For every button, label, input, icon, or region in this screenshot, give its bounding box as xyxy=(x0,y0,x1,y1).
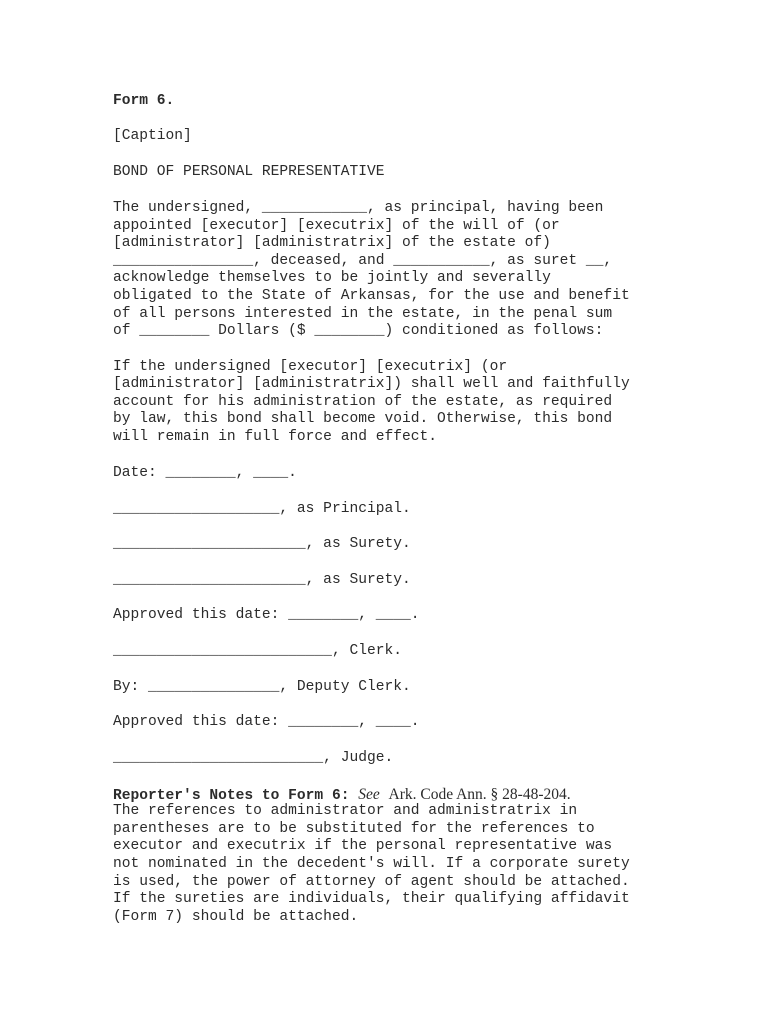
notes-line: parentheses are to be substituted for the references to xyxy=(113,820,595,837)
surety-signature-line: ______________________, as Surety. xyxy=(113,536,411,552)
paragraph-line: account for his administration of the estate, as required xyxy=(113,393,613,410)
paragraph-line: by law, this bond shall become void. Otherwise, this bond xyxy=(113,411,613,428)
approved-date-line: Approved this date: ________, ____. xyxy=(113,714,420,730)
notes-line: executor and executrix if the personal representative was xyxy=(113,838,613,855)
notes-line: (Form 7) should be attached. xyxy=(113,908,359,925)
deputy-clerk-line: By: _______________, Deputy Clerk. xyxy=(113,678,411,695)
notes-line: The references to administrator and administratrix in xyxy=(113,803,578,820)
paragraph-line: ________________, deceased, and ___________, as suret __, xyxy=(113,252,613,269)
paragraph-line: acknowledge themselves to be jointly and severally xyxy=(113,270,551,287)
caption: [Caption] xyxy=(113,128,192,144)
paragraph-line: of all persons interested in the estate, in the penal sum xyxy=(113,305,613,322)
judge-signature-line: ________________________, Judge. xyxy=(113,750,394,766)
surety-signature-line: ______________________, as Surety. xyxy=(113,571,411,588)
bond-heading: BOND OF PERSONAL REPRESENTATIVE xyxy=(113,164,385,180)
paragraph-line: The undersigned, ____________, as principal, having been xyxy=(113,200,604,216)
paragraph-line: will remain in full force and effect. xyxy=(113,428,438,445)
approved-date-line: Approved this date: ________, ____. xyxy=(113,607,420,623)
date-line: Date: ________, ____. xyxy=(113,465,297,481)
paragraph-line: of ________ Dollars ($ ________) conditioned as follows: xyxy=(113,323,604,340)
paragraph-line: If the undersigned [executor] [executrix] (or xyxy=(113,358,508,375)
notes-label: Reporter's Notes to Form 6: xyxy=(113,787,350,804)
form-title: Form 6. xyxy=(113,93,175,109)
notes-line: not nominated in the decedent's will. If a corporate surety xyxy=(113,855,630,872)
notes-see: See xyxy=(358,785,380,803)
clerk-signature-line: _________________________, Clerk. xyxy=(113,643,403,659)
notes-line: is used, the power of attorney of agent should be attached. xyxy=(113,873,630,890)
paragraph-line: [administrator] [administratrix] of the estate of) xyxy=(113,235,551,252)
paragraph-line: [administrator] [administratrix]) shall well and faithfully xyxy=(113,376,630,393)
paragraph-line: appointed [executor] [executrix] of the will of (or xyxy=(113,217,560,234)
paragraph-line: obligated to the State of Arkansas, for the use and benefit xyxy=(113,288,630,304)
notes-citation: Ark. Code Ann. § 28-48-204. xyxy=(388,785,571,803)
principal-signature-line: ___________________, as Principal. xyxy=(113,500,411,517)
notes-line: If the sureties are individuals, their qualifying affidavit xyxy=(113,891,630,908)
